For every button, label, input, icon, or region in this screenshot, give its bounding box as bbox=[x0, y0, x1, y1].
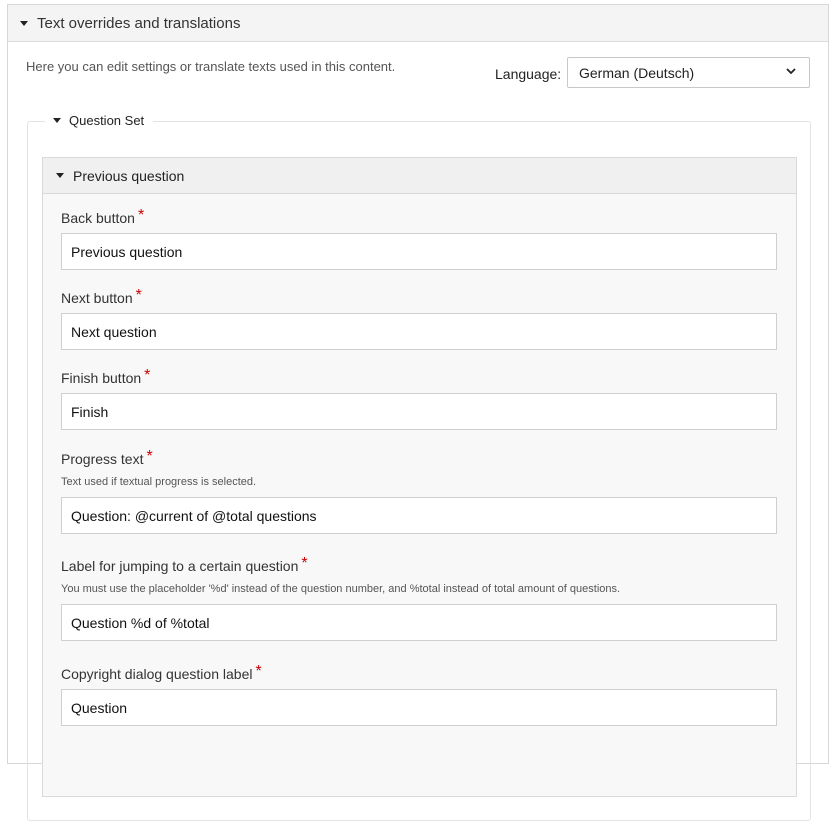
group-title: Previous question bbox=[73, 167, 185, 184]
required-marker: * bbox=[137, 207, 145, 224]
required-marker: * bbox=[146, 448, 153, 465]
next-button-label: Next button bbox=[61, 290, 133, 306]
previous-question-header[interactable] bbox=[43, 158, 796, 194]
next-button-input[interactable] bbox=[61, 313, 777, 350]
question-set-legend[interactable] bbox=[45, 113, 153, 128]
panel-title: Text overrides and translations bbox=[37, 14, 241, 32]
previous-question-group bbox=[42, 157, 797, 797]
back-button-label: Back button bbox=[61, 210, 135, 226]
caret-down-icon bbox=[56, 173, 64, 178]
field-back-button bbox=[61, 207, 777, 270]
field-progress-text bbox=[61, 448, 777, 534]
language-select[interactable] bbox=[567, 57, 810, 88]
question-set-fieldset bbox=[27, 113, 811, 821]
copyright-label-input[interactable] bbox=[61, 689, 777, 726]
copyright-label-label: Copyright dialog question label bbox=[61, 666, 253, 682]
required-marker: * bbox=[255, 663, 262, 680]
jump-label-description: You must use the placeholder '%d' instead of the question number, and %total instead of total amount of questions. bbox=[61, 583, 621, 595]
chevron-down-icon bbox=[785, 65, 797, 77]
caret-down-icon bbox=[53, 118, 61, 123]
jump-label-input[interactable] bbox=[61, 604, 777, 641]
required-marker: * bbox=[135, 287, 142, 304]
language-selected-value: German (Deutsch) bbox=[579, 64, 695, 81]
required-marker: * bbox=[301, 555, 308, 572]
field-next-button bbox=[61, 287, 777, 350]
required-marker: * bbox=[144, 367, 151, 384]
field-finish-button bbox=[61, 367, 777, 430]
back-button-input[interactable] bbox=[61, 233, 777, 270]
progress-text-description: Text used if textual progress is selected. bbox=[61, 476, 257, 488]
text-overrides-header[interactable] bbox=[8, 5, 828, 42]
jump-label-label: Label for jumping to a certain question bbox=[61, 558, 299, 574]
intro-text: Here you can edit settings or translate texts used in this content. bbox=[26, 59, 396, 74]
question-set-legend-label: Question Set bbox=[69, 113, 145, 128]
text-overrides-panel bbox=[7, 4, 829, 764]
field-copyright-label bbox=[61, 663, 777, 726]
progress-text-input[interactable] bbox=[61, 497, 777, 534]
field-jump-label bbox=[61, 555, 777, 641]
language-label: Language: bbox=[495, 66, 562, 82]
finish-button-input[interactable] bbox=[61, 393, 777, 430]
caret-down-icon bbox=[20, 21, 28, 26]
finish-button-label: Finish button bbox=[61, 370, 142, 386]
progress-text-label: Progress text bbox=[61, 451, 144, 467]
